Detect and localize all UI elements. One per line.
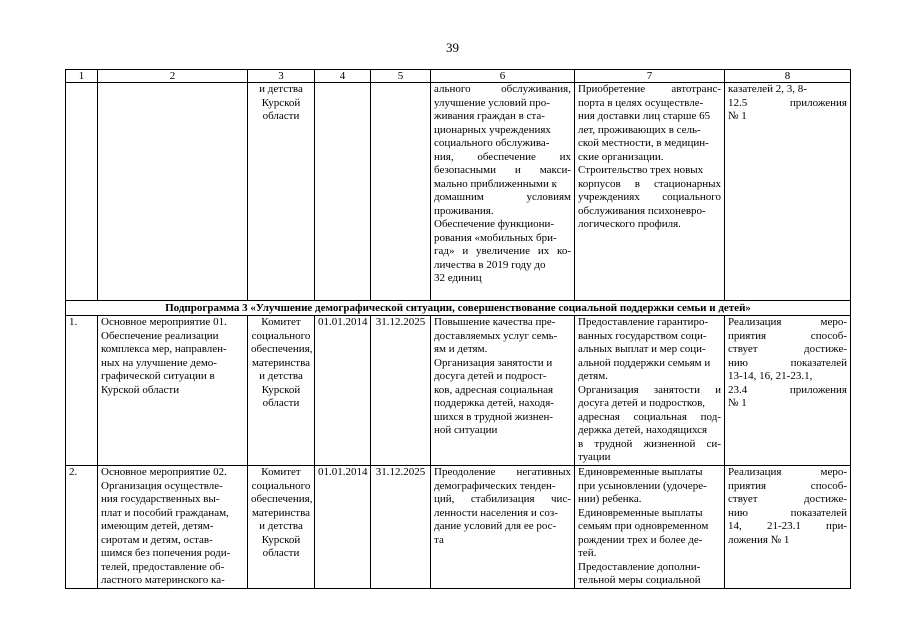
text-line: тельной меры социальной: [578, 574, 701, 586]
text-line: Предоставление дополни-: [578, 560, 701, 573]
end-date: 31.12.2025: [371, 316, 431, 466]
text-line: приятия способ-: [728, 479, 847, 492]
text-line: 23.4 приложения: [728, 383, 847, 396]
text-line: ствует достиже-: [728, 343, 847, 355]
text-line: Основное мероприятие 02.: [101, 466, 227, 478]
text-line: телей, предоставление об-: [101, 560, 225, 573]
cont-indicators: [725, 83, 851, 301]
text-line: поддержка детей, находя-: [434, 397, 554, 409]
text-line: социального: [251, 479, 311, 492]
subprogram-title: Подпрограмма 3 «Улучшение демографической ситуации, совершенствование социальной поддержки семьи и детей»: [66, 301, 851, 316]
header-col-1: 1: [66, 70, 98, 83]
text-line: области: [262, 397, 300, 409]
text-line: ские организации.: [578, 150, 664, 163]
text-line: ской местности, в медицин-: [578, 137, 709, 149]
header-row: [66, 70, 851, 83]
text-line: мально приближенными к: [434, 177, 557, 190]
measures-table: [65, 69, 851, 589]
header-col-4: 4: [315, 70, 371, 83]
measure-name: [98, 466, 248, 589]
text-line: домашним условиям: [434, 191, 571, 203]
text-line: социального: [251, 329, 311, 342]
text-line: Организация осуществле-: [101, 479, 223, 492]
text-line: материнства: [251, 506, 311, 519]
text-line: адресная социальная под-: [578, 410, 721, 423]
text-line: альной поддержки семьям и: [578, 356, 711, 369]
executor: [248, 466, 315, 589]
text-line: ванных государством соци-: [578, 329, 707, 342]
text-line: Организация занятости и: [434, 356, 553, 369]
text-line: Повышение качества пре-: [434, 316, 556, 328]
text-line: Курской: [261, 96, 301, 109]
text-line: тей.: [578, 547, 597, 559]
header-col-5: 5: [371, 70, 431, 83]
text-line: № 1: [728, 110, 747, 122]
text-line: Строительство трех новых: [578, 164, 704, 176]
text-line: ствует достиже-: [728, 493, 847, 505]
text-line: материнства: [251, 356, 311, 369]
executor: [248, 316, 315, 466]
text-line: альных выплат и мер соци-: [578, 343, 706, 355]
text-line: Реализация меро-: [728, 316, 847, 328]
text-line: и детства: [259, 83, 303, 95]
text-line: Курской области: [101, 383, 180, 396]
text-line: туации: [578, 451, 611, 463]
table-row: [66, 466, 851, 589]
text-line: та: [434, 533, 444, 546]
text-line: 13-14, 16, 21-23.1,: [728, 370, 813, 382]
text-line: нию показателей: [728, 506, 847, 519]
text-line: казателей 2, 3, 8-: [728, 83, 807, 95]
text-line: дание условий для ее рос-: [434, 520, 557, 532]
text-line: Единовременные выплаты: [578, 506, 703, 519]
text-line: ластного материнского ка-: [101, 574, 225, 586]
text-line: обеспечения,: [251, 493, 313, 505]
main-activities: [575, 316, 725, 466]
text-line: Обеспечение реализации: [101, 329, 219, 342]
indicators-link: [725, 466, 851, 589]
start-date: 01.01.2014: [315, 316, 371, 466]
indicators-link: [725, 316, 851, 466]
text-line: обслуживания психоневро-: [578, 204, 706, 217]
text-line: Организация занятости и: [578, 383, 721, 396]
table-row: [66, 316, 851, 466]
header-col-2: 2: [98, 70, 248, 83]
text-line: ционарных учреждениях: [434, 123, 551, 136]
text-line: досуга детей и подростков,: [578, 397, 706, 409]
end-date: 31.12.2025: [371, 466, 431, 589]
text-line: 32 единиц: [434, 272, 482, 284]
text-line: живания граждан в ста-: [434, 110, 545, 122]
text-line: Курской: [261, 533, 301, 546]
text-line: приятия способ-: [728, 329, 847, 342]
text-line: плат и пособий гражданам,: [101, 506, 229, 519]
text-line: 12.5 приложения: [728, 96, 847, 109]
text-line: шимся без попечения роди-: [101, 547, 231, 559]
cont-outcome: [431, 83, 575, 301]
text-line: ной ситуации: [434, 424, 498, 436]
cont-content: [575, 83, 725, 301]
cont-measure: [98, 83, 248, 301]
text-line: области: [262, 547, 300, 559]
text-line: в трудной жизненной си-: [578, 437, 721, 450]
text-line: и детства: [259, 370, 303, 382]
subprogram-row: [66, 301, 851, 316]
row-number: 1.: [66, 316, 98, 466]
text-line: ложения № 1: [728, 533, 790, 546]
text-line: доставляемых услуг семь-: [434, 329, 558, 342]
text-line: корпусов в стационарных: [578, 177, 721, 190]
header-col-3: 3: [248, 70, 315, 83]
start-date: 01.01.2014: [315, 466, 371, 589]
text-line: социального обслужива-: [434, 137, 550, 149]
text-line: № 1: [728, 397, 747, 409]
text-line: ния доставки лиц старше 65: [578, 110, 711, 122]
text-line: Курской: [261, 383, 301, 396]
text-line: Комитет: [261, 316, 301, 328]
expected-result: [431, 466, 575, 589]
text-line: ных на улучшение демо-: [101, 356, 217, 369]
text-line: ния, обеспечение их: [434, 150, 571, 163]
text-line: ций, стабилизация чис-: [434, 493, 571, 505]
main-activities: [575, 466, 725, 589]
text-line: Преодоление негативных: [434, 466, 571, 478]
text-line: нию показателей: [728, 356, 847, 369]
text-line: держка детей, находящихся: [578, 424, 708, 436]
text-line: области: [262, 110, 300, 122]
text-line: улучшение условий про-: [434, 96, 550, 109]
page-number: 39: [446, 40, 459, 55]
text-line: ального обслуживания,: [434, 83, 571, 95]
text-line: ленности населения и соз-: [434, 506, 558, 519]
text-line: Комитет: [261, 466, 301, 478]
text-line: порта в целях осуществле-: [578, 96, 704, 109]
cont-executor: [248, 83, 315, 301]
text-line: нии) ребенка.: [578, 493, 642, 505]
text-line: ков, адресная социальная: [434, 383, 554, 396]
header-col-7: 7: [575, 70, 725, 83]
text-line: сиротам и детям, остав-: [101, 533, 213, 546]
text-line: при усыновлении (удочере-: [578, 479, 707, 492]
text-line: логического профиля.: [578, 218, 681, 230]
text-line: обеспечения,: [251, 343, 313, 355]
text-line: 14, 21-23.1 при-: [728, 520, 847, 532]
text-line: рождении трех и более де-: [578, 533, 703, 546]
text-line: личества в 2019 году до: [434, 258, 546, 271]
text-line: рования «мобильных бри-: [434, 231, 557, 244]
row-number: 2.: [66, 466, 98, 589]
text-line: комплекса мер, направлен-: [101, 343, 227, 355]
measure-name: [98, 316, 248, 466]
expected-result: [431, 316, 575, 466]
cont-end: [371, 83, 431, 301]
text-line: имеющим детей, детям-: [101, 520, 214, 532]
text-line: демографических тенден-: [434, 479, 556, 492]
text-line: детям.: [578, 370, 608, 382]
text-line: досуга детей и подрост-: [434, 370, 547, 382]
text-line: ния государственных вы-: [101, 493, 220, 505]
text-line: безопасными и макси-: [434, 164, 571, 176]
text-line: Приобретение автотранс-: [578, 83, 721, 95]
header-col-8: 8: [725, 70, 851, 83]
text-line: семьям при одновременном: [578, 520, 709, 532]
text-line: Основное мероприятие 01.: [101, 316, 227, 328]
header-col-6: 6: [431, 70, 575, 83]
text-line: учреждениях социального: [578, 191, 721, 203]
text-line: Реализация меро-: [728, 466, 847, 478]
text-line: графической ситуации в: [101, 370, 215, 382]
text-line: ям и детям.: [434, 343, 488, 355]
continuation-row: [66, 83, 851, 301]
text-line: проживания.: [434, 204, 494, 217]
text-line: Единовременные выплаты: [578, 466, 703, 478]
text-line: лет, проживающих в сель-: [578, 123, 701, 136]
text-line: гад» и увеличение их ко-: [434, 245, 571, 257]
text-line: шихся в трудной жизнен-: [434, 410, 554, 423]
text-line: Предоставление гарантиро-: [578, 316, 709, 328]
text-line: и детства: [259, 520, 303, 532]
text-line: Обеспечение функциони-: [434, 218, 555, 230]
cont-start: [315, 83, 371, 301]
cont-num: [66, 83, 98, 301]
